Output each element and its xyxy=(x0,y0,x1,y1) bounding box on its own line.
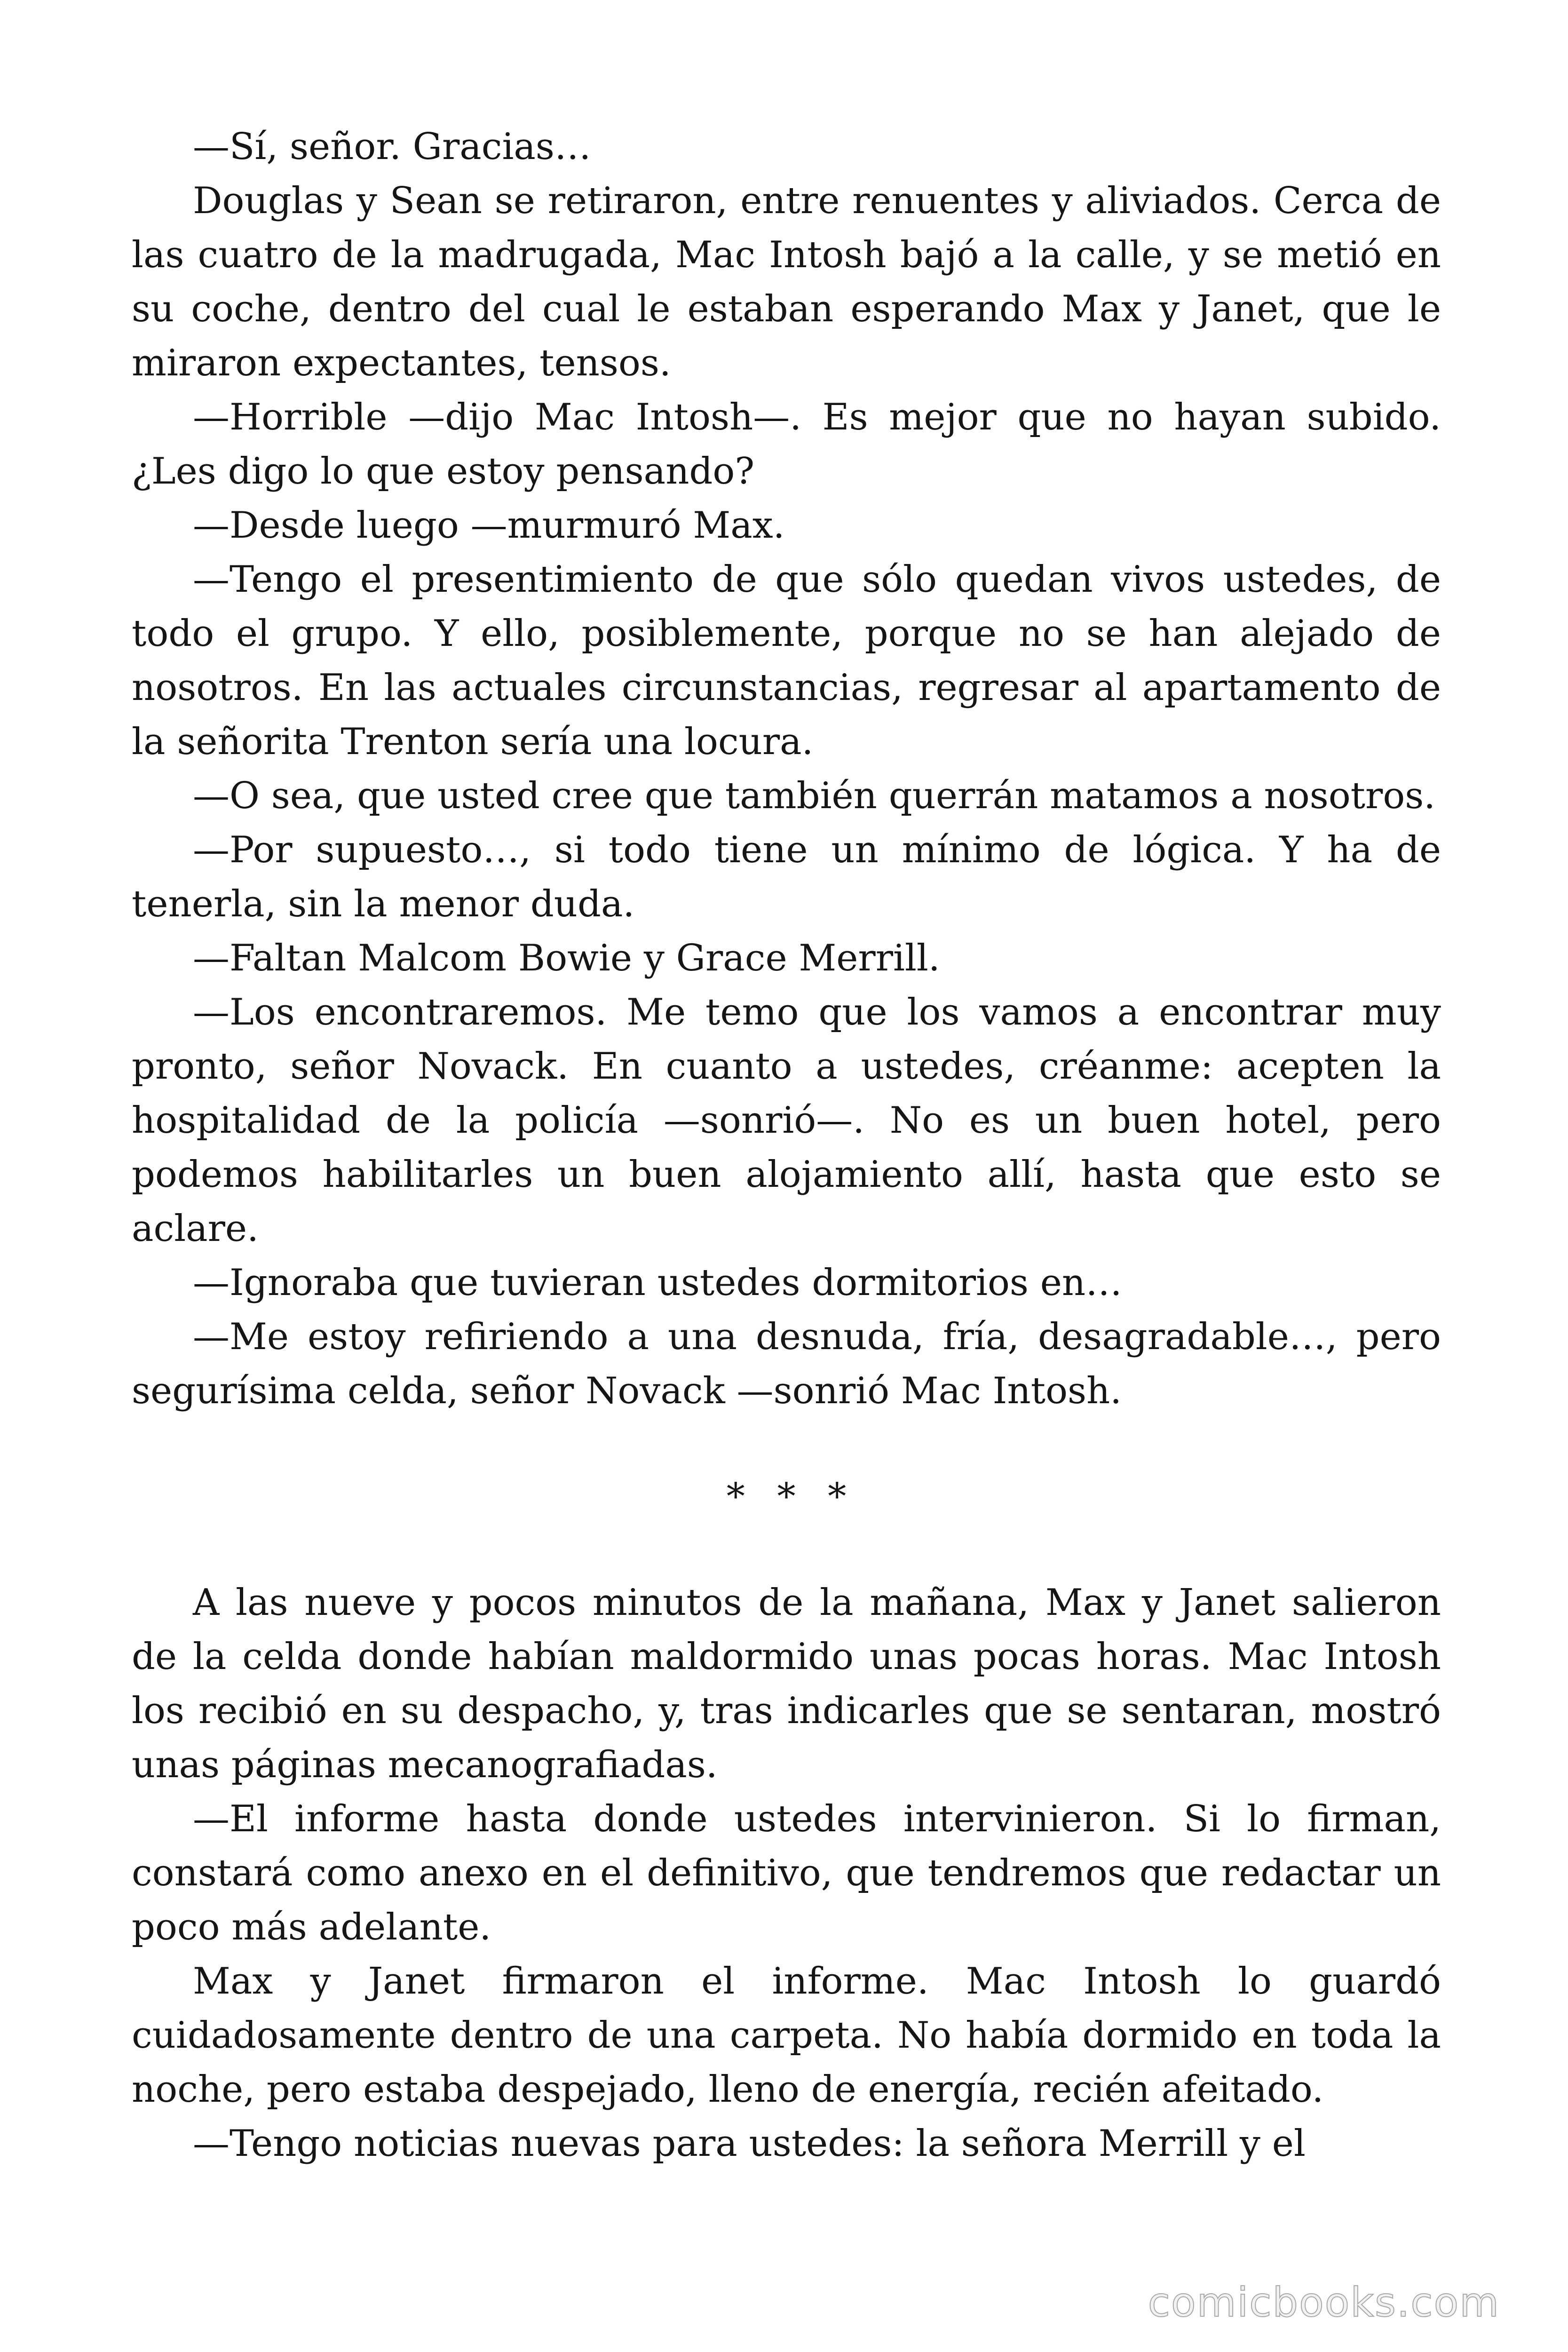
book-page xyxy=(132,120,1441,2171)
paragraph: —Por supuesto…, si todo tiene un mínimo de lógica. Y ha de tenerla, sin la menor duda. xyxy=(132,829,1441,925)
paragraph: Max y Janet firmaron el informe. Mac Intosh lo guardó cuidadosamente dentro de una carpeta. No había dormido en toda la noche, pero estaba despejado, lleno de energía, recién afeitado. xyxy=(132,1960,1441,2111)
paragraph: —Me estoy refiriendo a una desnuda, fría, desagradable…, pero segurísima celda, señor Novack —sonrió Mac Intosh. xyxy=(132,1316,1441,1412)
scene-separator: * * * xyxy=(726,1476,857,1518)
text-block-before xyxy=(132,120,1441,1418)
watermark: comicbooks.com xyxy=(1148,2279,1500,2326)
paragraph: —O sea, que usted cree que también querrán matamos a nosotros. xyxy=(193,775,1436,817)
paragraph: —Ignoraba que tuvieran ustedes dormitorios en… xyxy=(193,1262,1123,1304)
paragraph: —Tengo noticias nuevas para ustedes: la señora Merrill y el xyxy=(193,2122,1306,2165)
paragraph: —Horrible —dijo Mac Intosh—. Es mejor que no hayan subido. ¿Les digo lo que estoy pensando? xyxy=(132,396,1441,493)
paragraph: —Desde luego —murmuró Max. xyxy=(193,504,785,547)
paragraph: —El informe hasta donde ustedes intervinieron. Si lo firman, constará como anexo en el definitivo, que tendremos que redactar un poco más adelante. xyxy=(132,1798,1441,1948)
paragraph: —Los encontraremos. Me temo que los vamos a encontrar muy pronto, señor Novack. En cuanto a ustedes, créanme: acepten la hospitalidad de la policía —sonrió—. No es un buen hotel, pero podemos habilitarles un buen alojamiento allí, hasta que esto se aclare. xyxy=(132,991,1441,1250)
text-block-after xyxy=(132,1576,1441,2171)
paragraph: A las nueve y pocos minutos de la mañana, Max y Janet salieron de la celda donde habían maldormido unas pocas horas. Mac Intosh los recibió en su despacho, y, tras indicarles que se sentaran, mostró unas páginas mecanografiadas. xyxy=(132,1581,1441,1786)
paragraph: —Faltan Malcom Bowie y Grace Merrill. xyxy=(193,937,940,979)
paragraph: Douglas y Sean se retiraron, entre renuentes y aliviados. Cerca de las cuatro de la madrugada, Mac Intosh bajó a la calle, y se metió en su coche, dentro del cual le estaban esperando Max y Janet, que le miraron expectantes, tensos. xyxy=(132,180,1441,384)
paragraph: —Sí, señor. Gracias… xyxy=(193,126,591,168)
paragraph: —Tengo el presentimiento de que sólo quedan vivos ustedes, de todo el grupo. Y ello, posiblemente, porque no se han alejado de nosotros. En las actuales circunstancias, regresar al apartamento de la señorita Trenton sería una locura. xyxy=(132,558,1441,763)
